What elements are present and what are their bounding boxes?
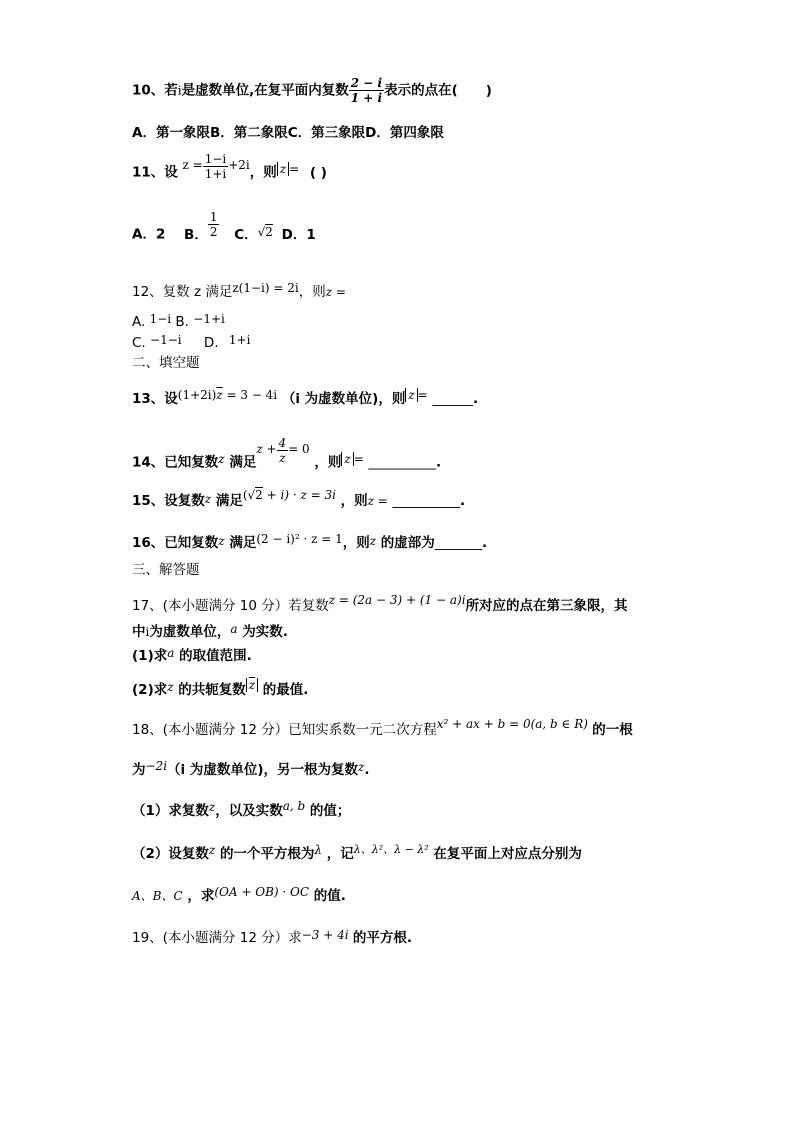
q11-frac-num: 1−i: [204, 152, 227, 166]
q15-text: 满足: [215, 493, 243, 509]
q14-label: 14、已知复数: [132, 454, 219, 471]
q16-z2: z: [369, 534, 377, 548]
q11-opt-b: B．: [184, 226, 208, 243]
q11-paren: ( ): [309, 164, 327, 181]
q18-root: −2i: [145, 759, 168, 773]
q18-text: 的一根: [592, 722, 633, 738]
q14-eq: =: [353, 451, 364, 466]
q11-opt-b-num: 1: [209, 210, 218, 224]
q17-p1-var: a: [167, 646, 175, 660]
q12-opt-b: −1+i: [193, 312, 225, 326]
q14-eq-a: z +: [256, 441, 277, 456]
q16-then: ，则: [342, 535, 370, 551]
q10-frac-num: 2 − i: [350, 76, 383, 90]
q18-line2-a: 为: [132, 762, 146, 778]
q18-line2: [132, 761, 370, 779]
q12-opt-a: 1−i: [149, 312, 172, 326]
q10-i: i: [177, 83, 182, 98]
q11-label: 11、设: [132, 164, 178, 181]
q18-p1-b: ，以及实数: [215, 803, 283, 819]
q13-text: （i 为虚数单位)，则: [281, 391, 406, 407]
q15-sqrt: √2: [247, 488, 263, 502]
q13-eq: =: [417, 388, 428, 402]
q14-text: 满足: [229, 454, 257, 471]
q18-p1-a: （1）求复数: [132, 803, 209, 819]
q19-stem: [132, 929, 412, 947]
q18-part1: [132, 799, 351, 820]
q15-blank: __________: [392, 493, 461, 509]
q12-opt-a-label: A.: [132, 314, 146, 330]
q16-end: .: [482, 535, 488, 551]
q13-eq-z: $\overline{z}$: [216, 388, 223, 402]
q11-opt-c: C．: [234, 226, 258, 243]
q15-sqrt-val: 2: [255, 488, 263, 502]
q11-opt-b-frac: [208, 210, 220, 239]
q16-stem: [132, 534, 487, 552]
q12-label: 12、复数 z 满足: [132, 284, 233, 300]
q12-opt-b-label: B.: [175, 314, 189, 330]
q18-line2-c: .: [364, 762, 370, 778]
q16-text2: 的虚部为: [380, 535, 435, 551]
q13-blank: ______: [432, 391, 473, 407]
q17-p2-var: z: [167, 680, 174, 694]
q18-p2-c: ，记: [326, 846, 354, 862]
q17-part2: [132, 678, 309, 699]
q18-p3-expr: (OA + OB) · OC: [214, 885, 310, 899]
q14-frac-den: z: [279, 451, 286, 465]
q18-p2-z: z: [208, 843, 216, 857]
q19-expr: −3 + 4i: [301, 928, 349, 942]
q15-label: 15、设复数: [132, 493, 205, 509]
q11-abs: z: [277, 162, 289, 176]
q18-p2-a: （2）设复数: [132, 846, 209, 862]
q18-p1-ab: a, b: [282, 799, 306, 813]
q10-fraction: [349, 76, 384, 105]
q11-opt-a: A．2: [132, 226, 166, 243]
q18-part2: [132, 845, 582, 864]
q18-p2-lambda: λ: [314, 843, 323, 857]
q11-eq: =: [289, 161, 300, 176]
q17-p1-a: (1)求: [132, 648, 168, 664]
q17-line2-c: 为实数.: [242, 624, 288, 640]
q17-p2-a: (2)求: [132, 682, 168, 698]
q14-blank: __________: [368, 454, 436, 471]
q19-label: 19、(本小题满分 12 分）求: [132, 930, 302, 946]
q18-p2-d: 在复平面上对应点分别为: [433, 846, 582, 862]
q14-frac-num: 4: [278, 436, 287, 450]
q11-opt-b-den: 2: [209, 225, 218, 239]
q12-opt-c: −1−i: [150, 333, 182, 347]
q11-options: [132, 210, 316, 249]
q12-stem: [132, 283, 346, 301]
q18-p1-z: z: [208, 800, 216, 814]
q17-line2: [132, 623, 288, 641]
q15-ans: z =: [367, 494, 388, 508]
q15-eq-b: + i) · z = 3i: [262, 488, 336, 502]
q15-stem: [132, 488, 466, 510]
q14-abs: z: [341, 452, 353, 466]
q10-frac-den: 1 + i: [350, 91, 383, 105]
q11-plus: +2i: [228, 157, 250, 172]
q11-frac-den: 1+i: [204, 167, 227, 181]
q17-a: a: [230, 622, 238, 636]
section-answer: 三、解答题: [132, 562, 200, 578]
q18-p3-a: ，求: [187, 888, 215, 904]
q12-options-cd: [132, 334, 250, 352]
q14-then: ，则: [314, 454, 342, 471]
q13-label: 13、设: [132, 391, 178, 407]
q12-opt-c-label: C.: [132, 335, 146, 351]
q11-fraction: [203, 152, 229, 181]
q13-eq-a: (1+2i): [177, 388, 217, 402]
q14-z: z: [218, 451, 225, 466]
q17-p1-b: 的取值范围.: [179, 648, 252, 664]
q11-then: ，则: [249, 164, 277, 181]
q14-end: .: [435, 454, 442, 471]
q18-p2-b: 的一个平方根为: [219, 846, 315, 862]
q18-part2-line2: [132, 887, 346, 905]
q17-p2-b: 的共轭复数: [178, 682, 246, 698]
q14-fraction: [277, 436, 289, 465]
q15-eq-a: (: [242, 488, 248, 502]
q18-p2-list: λ、λ²、λ − λ²: [353, 843, 429, 856]
q12-eq: z(1−i) = 2i: [232, 281, 299, 295]
q10-stem: [132, 76, 492, 105]
q16-blank: _______: [434, 535, 483, 551]
q10-text-2: 表示的点在(: [384, 82, 458, 99]
q18-p3-points: A、B、C: [132, 889, 183, 903]
q16-z: z: [218, 534, 225, 548]
q17-stem: [132, 593, 628, 615]
q17-text: 所对应的点在第三象限，其: [465, 598, 628, 614]
q17-line2-b: 为虚数单位，: [149, 624, 231, 640]
q13-abs: z: [405, 388, 417, 402]
q17-p2-abs: $\overline{z}$: [246, 678, 258, 692]
q16-text: 满足: [229, 535, 257, 551]
q11-stem: [132, 152, 327, 187]
q17-eq: z = (2a − 3) + (1 − a)i: [328, 593, 466, 607]
q14-stem: [132, 436, 442, 477]
q13-end: .: [472, 391, 479, 407]
q18-eq: x² + ax + b = 0(a, b ∈ R): [436, 717, 588, 731]
q16-label: 16、已知复数: [132, 535, 219, 551]
q18-line2-b: （i 为虚数单位)，另一根为复数: [167, 762, 359, 778]
q15-then: ，则: [340, 493, 368, 509]
q12-options-ab: [132, 313, 225, 331]
q17-label: 17、(本小题满分 10 分）若复数: [132, 598, 329, 614]
q13-stem: [132, 390, 478, 408]
q13-eq-b: = 3 − 4i: [222, 388, 278, 402]
section-fill-in: 二、填空题: [132, 355, 200, 371]
q12-opt-d-label: D.: [203, 335, 219, 351]
q17-p2-c: 的最值.: [262, 682, 309, 698]
q18-stem: [132, 717, 633, 739]
q11-opt-c-val: 2: [265, 224, 273, 239]
q19-text: 的平方根.: [352, 930, 413, 946]
q17-i: i: [145, 625, 150, 639]
q12-opt-d: 1+i: [228, 333, 251, 347]
q18-p1-c: 的值；: [309, 803, 351, 819]
q10-label: 10、若: [132, 82, 178, 99]
q18-p3-b: 的值.: [313, 888, 346, 904]
q10-close: ): [485, 82, 492, 99]
q15-end: .: [460, 493, 466, 509]
q11-z-eq: z =: [182, 157, 203, 172]
q15-z: z: [204, 492, 212, 506]
q12-z: z =: [325, 285, 346, 299]
q11-opt-d: D．1: [281, 226, 316, 243]
q10-options: A．第一象限B．第二象限C．第三象限D．第四象限: [132, 125, 444, 141]
q11-opt-c-sqrt: √2: [257, 224, 273, 239]
q17-part1: [132, 647, 252, 665]
q14-eq-b: = 0: [288, 441, 310, 456]
q12-then: ，则: [298, 284, 326, 300]
q17-line2-a: 中: [132, 624, 146, 640]
q18-label: 18、(本小题满分 12 分）已知实系数一元二次方程: [132, 722, 437, 738]
q18-z: z: [358, 760, 365, 774]
q10-text: 是虚数单位,在复平面内复数: [181, 82, 349, 99]
q16-eq: (2 − i)² · z = 1: [256, 532, 343, 546]
